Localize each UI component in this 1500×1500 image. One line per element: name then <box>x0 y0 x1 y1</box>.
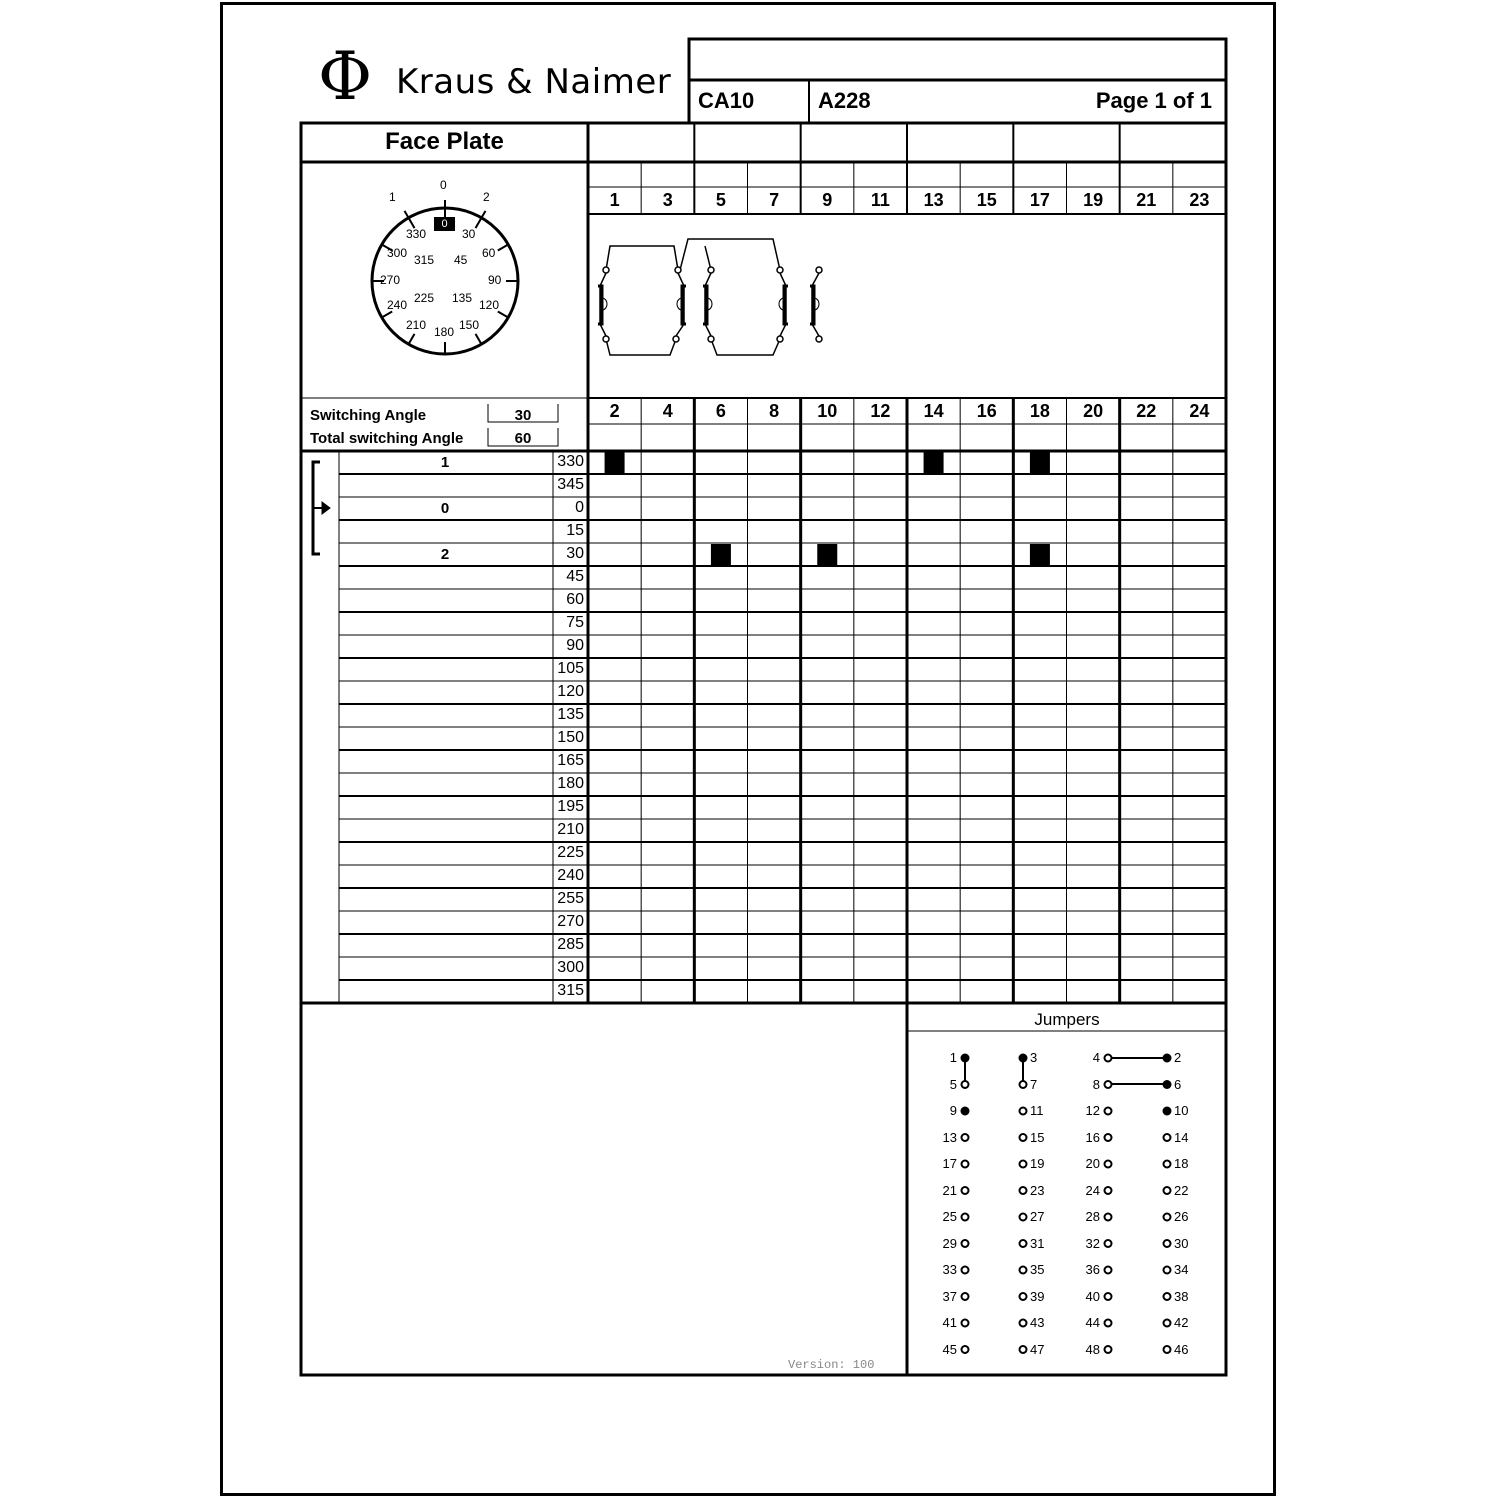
dial-angle-90: 90 <box>488 273 502 287</box>
dial-top-label-2: 2 <box>483 190 490 204</box>
jumper-terminal-dot <box>1020 1187 1027 1194</box>
jumper-terminal-dot <box>1105 1187 1112 1194</box>
angle-label: 45 <box>566 568 584 585</box>
contact-closed-mark <box>817 544 837 565</box>
angle-label: 240 <box>557 867 584 884</box>
bottom-terminal-10: 10 <box>817 401 838 421</box>
top-terminal-5: 5 <box>715 190 726 210</box>
jumper-terminal-36: 36 <box>1085 1262 1100 1277</box>
jumper-terminal-dot <box>1105 1346 1112 1353</box>
jumper-terminal-dot <box>1164 1055 1171 1062</box>
jumper-terminal-14: 14 <box>1174 1129 1189 1145</box>
dial-tick <box>498 245 508 251</box>
jumper-terminal-31: 31 <box>1030 1235 1045 1251</box>
jumper-terminal-33: 33 <box>942 1262 957 1277</box>
bottom-terminal-14: 14 <box>923 401 944 421</box>
contact-closed-mark <box>605 452 625 473</box>
angle-label: 75 <box>566 614 584 631</box>
jumper-terminal-dot <box>1105 1134 1112 1141</box>
jumper-terminal-21: 21 <box>942 1182 957 1198</box>
jumper-terminal-dot <box>1164 1081 1171 1088</box>
bottom-terminal-24: 24 <box>1189 401 1210 421</box>
jumper-terminal-16: 16 <box>1085 1129 1100 1145</box>
angle-label: 345 <box>557 476 584 493</box>
dial-angle-45: 45 <box>454 253 468 267</box>
jumper-terminal-dot <box>1164 1240 1171 1247</box>
angle-label: 105 <box>557 660 584 677</box>
jumper-terminal-17: 17 <box>942 1156 957 1171</box>
jumper-terminal-40: 40 <box>1085 1288 1100 1304</box>
angle-label: 330 <box>557 453 584 470</box>
angle-label: 255 <box>557 890 584 907</box>
jumper-terminal-43: 43 <box>1030 1315 1045 1330</box>
bottom-terminal-22: 22 <box>1136 401 1157 421</box>
jumper-terminal-5: 5 <box>949 1076 957 1092</box>
jumpers-title: Jumpers <box>1034 1010 1100 1029</box>
jumper-terminal-7: 7 <box>1030 1076 1038 1092</box>
jumper-terminal-6: 6 <box>1174 1076 1182 1092</box>
series-label: CA10 <box>698 88 755 113</box>
jumper-terminal-dot <box>1105 1320 1112 1327</box>
angle-label: 165 <box>557 752 584 769</box>
angle-label: 120 <box>557 683 584 700</box>
jumper-terminal-dot <box>1164 1320 1171 1327</box>
jumper-terminal-dot <box>962 1055 969 1062</box>
jumper-terminal-dot <box>962 1187 969 1194</box>
dial-top-label-1: 1 <box>389 190 396 204</box>
dial-angle-315: 315 <box>414 253 435 267</box>
jumper-terminal-dot <box>962 1134 969 1141</box>
angle-label: 15 <box>566 522 584 539</box>
dial-tick <box>382 312 392 318</box>
jumper-terminal-dot <box>1020 1161 1027 1168</box>
jumper-terminal-dot <box>1164 1134 1171 1141</box>
jumper-terminal-42: 42 <box>1174 1315 1189 1330</box>
jumper-terminal-dot <box>1105 1267 1112 1274</box>
dial-tick <box>409 334 415 344</box>
jumper-terminal-45: 45 <box>942 1341 957 1357</box>
dial-angle-60: 60 <box>482 246 496 260</box>
bottom-terminal-4: 4 <box>662 401 673 421</box>
jumper-terminal-41: 41 <box>942 1315 957 1330</box>
dial-angle-120: 120 <box>479 298 500 312</box>
dial-angle-150: 150 <box>459 318 480 332</box>
bottom-terminal-18: 18 <box>1029 401 1050 421</box>
dial-outer-tick <box>482 211 486 218</box>
jumper-terminal-32: 32 <box>1085 1235 1100 1251</box>
angle-label: 210 <box>557 821 584 838</box>
jumper-terminal-dot <box>1020 1346 1027 1353</box>
angle-label: 195 <box>557 798 584 815</box>
jumper-terminal-dot <box>1105 1240 1112 1247</box>
top-terminal-9: 9 <box>822 190 833 210</box>
jumper-terminal-dot <box>962 1108 969 1115</box>
bottom-terminal-20: 20 <box>1083 401 1104 421</box>
top-terminal-13: 13 <box>923 190 944 210</box>
jumper-terminal-39: 39 <box>1030 1288 1045 1304</box>
bottom-terminal-6: 6 <box>715 401 726 421</box>
switching-angle-value: 30 <box>514 407 532 424</box>
jumper-terminal-dot <box>1020 1134 1027 1141</box>
jumper-terminal-dot <box>1105 1108 1112 1115</box>
bottom-terminal-8: 8 <box>769 401 780 421</box>
jumper-terminal-dot <box>1020 1240 1027 1247</box>
dial-angle-135: 135 <box>452 291 473 305</box>
jumper-terminal-47: 47 <box>1030 1341 1045 1357</box>
jumper-terminal-9: 9 <box>949 1103 957 1118</box>
total-switching-angle-value: 60 <box>514 430 532 447</box>
contact-closed-mark <box>924 452 944 473</box>
dial-tick <box>476 218 482 228</box>
dial-angle-240: 240 <box>387 298 408 312</box>
switching-angle-label: Switching Angle <box>310 407 427 424</box>
jumper-terminal-13: 13 <box>942 1129 957 1145</box>
angle-label: 180 <box>557 775 584 792</box>
top-terminal-1: 1 <box>609 190 620 210</box>
contact-closed-mark <box>1030 544 1050 565</box>
dial-tick <box>498 312 508 318</box>
dial-angle-210: 210 <box>406 318 427 332</box>
jumper-terminal-dot <box>1105 1293 1112 1300</box>
jumper-terminal-37: 37 <box>942 1288 957 1304</box>
jumper-terminal-dot <box>1020 1108 1027 1115</box>
version-label: Version: 100 <box>788 1358 875 1372</box>
bottom-terminal-16: 16 <box>976 401 997 421</box>
dial-angle-300: 300 <box>387 246 408 260</box>
angle-label: 150 <box>557 729 584 746</box>
jumper-terminal-26: 26 <box>1174 1209 1189 1224</box>
jumper-terminal-dot <box>1164 1161 1171 1168</box>
jumper-terminal-dot <box>1105 1055 1112 1062</box>
top-terminal-15: 15 <box>976 190 997 210</box>
jumper-terminal-dot <box>1164 1267 1171 1274</box>
angle-label: 30 <box>566 545 584 562</box>
jumper-terminal-12: 12 <box>1085 1103 1100 1118</box>
angle-label: 225 <box>557 844 584 861</box>
jumper-terminal-dot <box>962 1346 969 1353</box>
jumper-terminal-46: 46 <box>1174 1341 1189 1357</box>
jumper-terminal-dot <box>1020 1055 1027 1062</box>
jumper-terminal-18: 18 <box>1174 1156 1189 1171</box>
bottom-terminal-12: 12 <box>870 401 891 421</box>
jumper-terminal-dot <box>962 1240 969 1247</box>
jumper-terminal-23: 23 <box>1030 1182 1045 1198</box>
kraus-naimer-logo: Φ <box>318 38 373 115</box>
dial-angle-270: 270 <box>380 273 401 287</box>
jumper-terminal-27: 27 <box>1030 1209 1045 1224</box>
jumper-terminal-44: 44 <box>1085 1315 1100 1330</box>
bottom-terminal-2: 2 <box>609 401 620 421</box>
jumper-terminal-dot <box>962 1214 969 1221</box>
jumper-terminal-20: 20 <box>1085 1156 1100 1171</box>
jumper-terminal-dot <box>962 1293 969 1300</box>
dial-top-label-0: 0 <box>440 178 447 192</box>
jumper-terminal-4: 4 <box>1092 1050 1100 1065</box>
contact-closed-mark <box>711 544 731 565</box>
face-plate-title: Face Plate <box>385 128 504 155</box>
jumper-terminal-15: 15 <box>1030 1129 1045 1145</box>
jumper-terminal-dot <box>1164 1214 1171 1221</box>
jumper-terminal-8: 8 <box>1092 1076 1100 1092</box>
angle-label: 90 <box>566 637 584 654</box>
angle-label: 60 <box>566 591 584 608</box>
angle-label: 270 <box>557 913 584 930</box>
dial-angle-330: 330 <box>406 227 427 241</box>
jumper-terminal-dot <box>1164 1346 1171 1353</box>
jumper-terminal-dot <box>1164 1108 1171 1115</box>
jumper-terminal-22: 22 <box>1174 1182 1189 1198</box>
jumper-terminal-38: 38 <box>1174 1288 1189 1304</box>
position-label: 2 <box>440 546 450 563</box>
jumper-terminal-dot <box>962 1267 969 1274</box>
jumper-terminal-30: 30 <box>1174 1235 1189 1251</box>
page-number: Page 1 of 1 <box>1095 88 1212 113</box>
jumper-terminal-dot <box>1020 1293 1027 1300</box>
angle-label: 135 <box>557 706 584 723</box>
top-terminal-21: 21 <box>1136 190 1157 210</box>
jumper-terminal-11: 11 <box>1030 1103 1044 1118</box>
dial-selected-position: 0 <box>434 217 455 231</box>
dial-outer-tick <box>405 211 409 218</box>
angle-label: 315 <box>557 982 584 999</box>
position-label: 1 <box>440 454 450 471</box>
top-terminal-11: 11 <box>870 190 890 210</box>
angle-label: 0 <box>575 499 584 516</box>
code-label: A228 <box>818 88 871 113</box>
dial-tick <box>476 334 482 344</box>
jumper-terminal-25: 25 <box>942 1209 957 1224</box>
jumper-terminal-28: 28 <box>1085 1209 1100 1224</box>
jumper-terminal-dot <box>1020 1081 1027 1088</box>
jumper-terminal-dot <box>1164 1187 1171 1194</box>
angle-label: 300 <box>557 959 584 976</box>
angle-label: 285 <box>557 936 584 953</box>
jumper-terminal-3: 3 <box>1030 1050 1038 1065</box>
jumper-terminal-48: 48 <box>1085 1341 1100 1357</box>
dial-angle-225: 225 <box>414 291 435 305</box>
jumper-terminal-dot <box>1020 1267 1027 1274</box>
jumper-terminal-29: 29 <box>942 1235 957 1251</box>
dial-angle-180: 180 <box>434 325 455 339</box>
top-terminal-7: 7 <box>769 190 780 210</box>
dial-angle-30: 30 <box>462 227 476 241</box>
contact-schematic <box>598 239 822 355</box>
jumper-terminal-dot <box>962 1161 969 1168</box>
jumper-terminal-dot <box>1020 1320 1027 1327</box>
contact-closed-mark <box>1030 452 1050 473</box>
jumper-terminal-dot <box>1105 1081 1112 1088</box>
jumper-terminal-35: 35 <box>1030 1262 1045 1277</box>
jumper-terminal-dot <box>962 1081 969 1088</box>
jumper-terminal-19: 19 <box>1030 1156 1045 1171</box>
jumper-terminal-dot <box>1105 1161 1112 1168</box>
jumper-terminal-2: 2 <box>1174 1050 1182 1065</box>
top-terminal-23: 23 <box>1189 190 1210 210</box>
jumper-terminal-dot <box>962 1320 969 1327</box>
total-switching-angle-label: Total switching Angle <box>310 430 464 447</box>
top-terminal-17: 17 <box>1029 190 1050 210</box>
brand-name: Kraus & Naimer <box>396 62 672 102</box>
jumper-terminal-10: 10 <box>1174 1103 1189 1118</box>
jumper-terminal-dot <box>1105 1214 1112 1221</box>
position-label: 0 <box>440 500 450 517</box>
jumper-terminal-34: 34 <box>1174 1262 1189 1277</box>
top-terminal-3: 3 <box>662 190 673 210</box>
top-terminal-19: 19 <box>1083 190 1104 210</box>
jumper-terminal-dot <box>1020 1214 1027 1221</box>
jumper-terminal-dot <box>1164 1293 1171 1300</box>
jumper-terminal-1: 1 <box>949 1050 957 1065</box>
jumper-terminal-24: 24 <box>1085 1182 1100 1198</box>
